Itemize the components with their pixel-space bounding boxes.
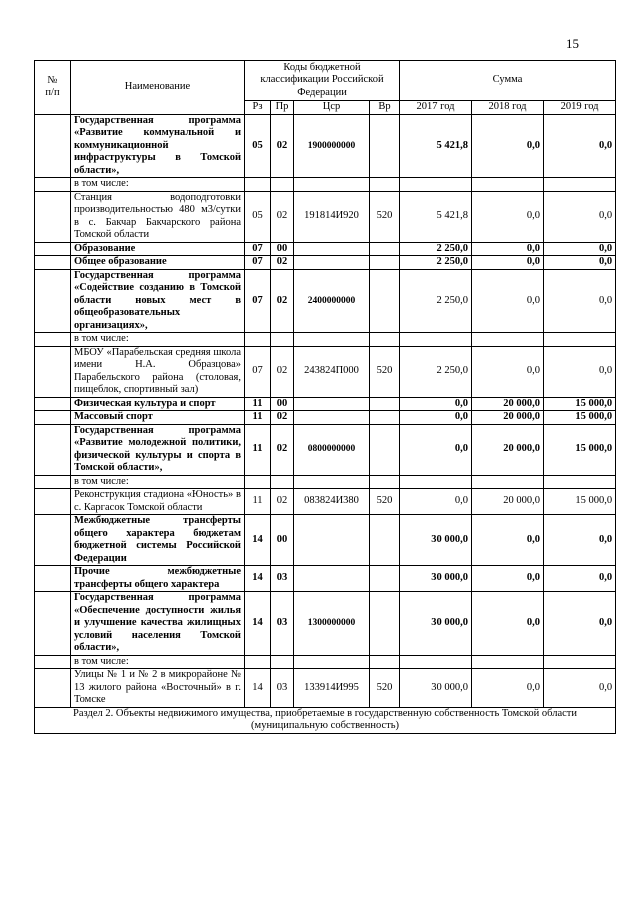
cell-rz: 14: [245, 669, 271, 708]
cell-num: [35, 191, 71, 242]
cell-rz: 05: [245, 191, 271, 242]
cell-num: [35, 178, 71, 192]
cell-pr: 00: [271, 515, 294, 566]
cell-name: Образование: [71, 242, 245, 256]
cell-pr: 02: [271, 411, 294, 425]
cell-csr: [294, 566, 370, 592]
table-row: [35, 191, 616, 242]
cell-num: [35, 411, 71, 425]
header-csr: Цср: [294, 101, 370, 115]
cell-num: [35, 515, 71, 566]
cell-rz: [245, 475, 271, 489]
cell-vr: 520: [370, 191, 400, 242]
cell-num: [35, 424, 71, 475]
cell-vr: [370, 411, 400, 425]
cell-vr: [370, 424, 400, 475]
cell-y2018: 0,0: [472, 256, 544, 270]
cell-y2018: 0,0: [472, 346, 544, 397]
cell-vr: [370, 475, 400, 489]
table-row: [35, 333, 616, 347]
cell-pr: [271, 333, 294, 347]
cell-rz: 07: [245, 256, 271, 270]
table-body: [35, 114, 616, 707]
cell-name: в том числе:: [71, 333, 245, 347]
cell-rz: 07: [245, 242, 271, 256]
header-2017: 2017 год: [400, 101, 472, 115]
cell-pr: [271, 178, 294, 192]
cell-y2017: 0,0: [400, 397, 472, 411]
cell-name: в том числе:: [71, 475, 245, 489]
cell-csr: [294, 178, 370, 192]
cell-y2019: 0,0: [544, 566, 616, 592]
cell-y2018: 20 000,0: [472, 411, 544, 425]
header-num: № п/п: [35, 61, 71, 115]
cell-name: Государственная программа «Развитие молодежной политики, физической культуры и спорта в Томской области»,: [71, 424, 245, 475]
cell-y2017: 2 250,0: [400, 256, 472, 270]
cell-y2018: 0,0: [472, 114, 544, 178]
cell-pr: 00: [271, 242, 294, 256]
table-row: [35, 424, 616, 475]
cell-y2019: [544, 655, 616, 669]
cell-rz: 11: [245, 489, 271, 515]
cell-rz: 14: [245, 515, 271, 566]
cell-y2018: 0,0: [472, 566, 544, 592]
cell-y2019: 15 000,0: [544, 397, 616, 411]
cell-num: [35, 333, 71, 347]
cell-y2019: 0,0: [544, 114, 616, 178]
cell-rz: 11: [245, 411, 271, 425]
cell-vr: [370, 114, 400, 178]
cell-y2018: [472, 178, 544, 192]
cell-num: [35, 346, 71, 397]
cell-y2018: 0,0: [472, 669, 544, 708]
header-name: Наименование: [71, 61, 245, 115]
table-row: [35, 475, 616, 489]
cell-y2018: 0,0: [472, 592, 544, 656]
cell-vr: [370, 655, 400, 669]
cell-csr: 083824И380: [294, 489, 370, 515]
cell-pr: 02: [271, 114, 294, 178]
cell-csr: 133914И995: [294, 669, 370, 708]
cell-vr: 520: [370, 489, 400, 515]
cell-num: [35, 114, 71, 178]
cell-name: Государственная программа «Обеспечение доступности жилья и улучшение качества жилищных условий населения Томской области»,: [71, 592, 245, 656]
table-row: [35, 669, 616, 708]
cell-num: [35, 269, 71, 333]
section-2-title: Раздел 2. Объекты недвижимого имущества, приобретаемые в государственную собственность Томской области (муниципальную собственность): [35, 707, 616, 733]
table-row: [35, 178, 616, 192]
cell-rz: 05: [245, 114, 271, 178]
cell-name: Массовый спорт: [71, 411, 245, 425]
cell-csr: [294, 475, 370, 489]
cell-csr: 2400000000: [294, 269, 370, 333]
cell-num: [35, 397, 71, 411]
cell-y2017: 0,0: [400, 411, 472, 425]
cell-y2019: 0,0: [544, 346, 616, 397]
header-vr: Вр: [370, 101, 400, 115]
cell-y2019: 15 000,0: [544, 411, 616, 425]
budget-table: [34, 60, 616, 734]
cell-name: Реконструкция стадиона «Юность» в с. Каргасок Томской области: [71, 489, 245, 515]
cell-y2017: 30 000,0: [400, 669, 472, 708]
header-pr: Пр: [271, 101, 294, 115]
cell-vr: [370, 566, 400, 592]
cell-y2018: [472, 475, 544, 489]
cell-name: Общее образование: [71, 256, 245, 270]
cell-y2017: 0,0: [400, 489, 472, 515]
cell-name: Государственная программа «Развитие коммунальной и коммуникационной инфраструктуры в Томской области»,: [71, 114, 245, 178]
cell-name: Физическая культура и спорт: [71, 397, 245, 411]
cell-y2017: 2 250,0: [400, 346, 472, 397]
cell-y2017: [400, 655, 472, 669]
table-row: [35, 269, 616, 333]
cell-csr: [294, 655, 370, 669]
cell-y2017: 30 000,0: [400, 515, 472, 566]
cell-rz: 07: [245, 346, 271, 397]
cell-y2019: 0,0: [544, 669, 616, 708]
header-2019: 2019 год: [544, 101, 616, 115]
cell-pr: 02: [271, 256, 294, 270]
cell-name: Прочие межбюджетные трансферты общего характера: [71, 566, 245, 592]
cell-y2019: 0,0: [544, 592, 616, 656]
cell-num: [35, 475, 71, 489]
cell-y2018: 0,0: [472, 242, 544, 256]
cell-y2019: 0,0: [544, 242, 616, 256]
cell-pr: [271, 655, 294, 669]
cell-pr: 03: [271, 669, 294, 708]
cell-y2018: 20 000,0: [472, 424, 544, 475]
cell-y2019: 0,0: [544, 191, 616, 242]
cell-num: [35, 256, 71, 270]
cell-name: в том числе:: [71, 178, 245, 192]
cell-vr: [370, 269, 400, 333]
header-codes: Коды бюджетной классификации Российской Федерации: [245, 61, 400, 101]
cell-pr: 02: [271, 269, 294, 333]
cell-vr: [370, 592, 400, 656]
cell-y2017: [400, 178, 472, 192]
table-row: [35, 411, 616, 425]
table-row: [35, 489, 616, 515]
cell-vr: [370, 397, 400, 411]
cell-y2019: [544, 333, 616, 347]
cell-csr: [294, 333, 370, 347]
cell-name: Станция водоподготовки производительностью 480 м3/сутки в с. Бакчар Бакчарского района Томской области: [71, 191, 245, 242]
cell-num: [35, 489, 71, 515]
cell-vr: [370, 178, 400, 192]
cell-vr: [370, 242, 400, 256]
cell-y2017: 2 250,0: [400, 269, 472, 333]
cell-name: Межбюджетные трансферты общего характера бюджетам бюджетной системы Российской Федерации: [71, 515, 245, 566]
cell-y2018: 0,0: [472, 515, 544, 566]
cell-vr: 520: [370, 669, 400, 708]
cell-csr: 243824П000: [294, 346, 370, 397]
cell-pr: 02: [271, 489, 294, 515]
cell-vr: 520: [370, 346, 400, 397]
cell-rz: 11: [245, 424, 271, 475]
table-row: [35, 592, 616, 656]
table-row: [35, 515, 616, 566]
cell-y2017: 30 000,0: [400, 566, 472, 592]
cell-rz: 14: [245, 566, 271, 592]
cell-name: МБОУ «Парабельская средняя школа имени Н.А. Образцова» Парабельского района (столовая, пищеблок, спортивный зал): [71, 346, 245, 397]
cell-name: в том числе:: [71, 655, 245, 669]
cell-y2019: 15 000,0: [544, 489, 616, 515]
cell-y2018: [472, 655, 544, 669]
cell-y2017: [400, 475, 472, 489]
cell-y2018: [472, 333, 544, 347]
cell-y2019: 0,0: [544, 269, 616, 333]
cell-rz: 07: [245, 269, 271, 333]
cell-num: [35, 592, 71, 656]
table-row: [35, 397, 616, 411]
cell-y2018: 20 000,0: [472, 489, 544, 515]
cell-rz: [245, 333, 271, 347]
cell-num: [35, 242, 71, 256]
cell-y2017: 0,0: [400, 424, 472, 475]
cell-pr: 02: [271, 346, 294, 397]
cell-y2017: 5 421,8: [400, 114, 472, 178]
cell-pr: [271, 475, 294, 489]
header-2018: 2018 год: [472, 101, 544, 115]
cell-rz: [245, 655, 271, 669]
cell-pr: 00: [271, 397, 294, 411]
cell-csr: 191814И920: [294, 191, 370, 242]
cell-csr: 1900000000: [294, 114, 370, 178]
table-row: [35, 346, 616, 397]
cell-vr: [370, 256, 400, 270]
page-number: 15: [566, 36, 579, 51]
cell-y2019: 15 000,0: [544, 424, 616, 475]
cell-csr: [294, 515, 370, 566]
cell-csr: [294, 397, 370, 411]
table-row: [35, 256, 616, 270]
cell-csr: 1300000000: [294, 592, 370, 656]
cell-name: Государственная программа «Содействие созданию в Томской области новых мест в общеобразовательных организациях»,: [71, 269, 245, 333]
cell-num: [35, 566, 71, 592]
cell-pr: 02: [271, 191, 294, 242]
cell-pr: 02: [271, 424, 294, 475]
cell-y2018: 20 000,0: [472, 397, 544, 411]
cell-y2019: [544, 475, 616, 489]
cell-y2019: 0,0: [544, 515, 616, 566]
cell-y2017: [400, 333, 472, 347]
cell-vr: [370, 515, 400, 566]
cell-csr: [294, 256, 370, 270]
cell-y2017: 2 250,0: [400, 242, 472, 256]
cell-rz: 11: [245, 397, 271, 411]
table-row: [35, 566, 616, 592]
cell-csr: [294, 411, 370, 425]
cell-pr: 03: [271, 592, 294, 656]
cell-num: [35, 655, 71, 669]
cell-rz: 14: [245, 592, 271, 656]
header-sum: Сумма: [400, 61, 616, 101]
cell-y2018: 0,0: [472, 269, 544, 333]
cell-csr: [294, 242, 370, 256]
cell-vr: [370, 333, 400, 347]
cell-pr: 03: [271, 566, 294, 592]
table-row: [35, 242, 616, 256]
cell-y2017: 30 000,0: [400, 592, 472, 656]
cell-name: Улицы № 1 и № 2 в микрорайоне № 13 жилого района «Восточный» в г. Томске: [71, 669, 245, 708]
cell-y2018: 0,0: [472, 191, 544, 242]
cell-y2019: 0,0: [544, 256, 616, 270]
cell-y2019: [544, 178, 616, 192]
cell-rz: [245, 178, 271, 192]
cell-y2017: 5 421,8: [400, 191, 472, 242]
table-row: [35, 114, 616, 178]
header-rz: Рз: [245, 101, 271, 115]
table-row: [35, 655, 616, 669]
cell-num: [35, 669, 71, 708]
cell-csr: 0800000000: [294, 424, 370, 475]
